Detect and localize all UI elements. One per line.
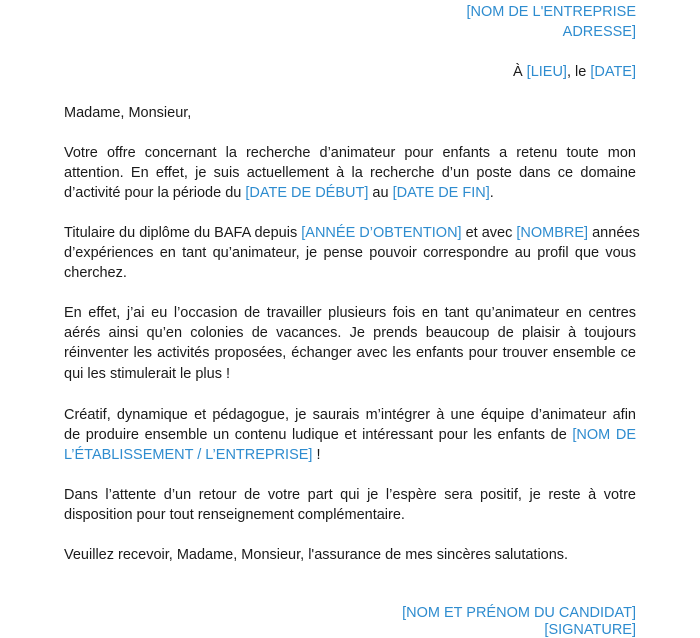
place-placeholder: [LIEU] [526,64,567,80]
date-placeholder: [DATE] [590,64,636,80]
company-address: ADRESSE] [562,24,636,40]
closing-formula: Veuillez recevoir, Madame, Monsieur, l'assurance de mes sincères salutations. [64,547,569,563]
date-prefix: , le [566,64,591,80]
place-prefix: À [512,64,527,80]
paragraph-qualities: Créatif, dynamique et pédagogue, je saurais m’intégrer à une équipe d’animateur afin de produire ensemble un contenu ludique et intéressant pour les enfants de [NOM DE L’ÉTABLISSEMENT / L’ENTREPRISE] ! [64,407,636,464]
recipient-block [466,2,636,42]
year-placeholder: [ANNÉE D’OBTENTION] [301,225,462,241]
paragraph-offer: Votre offre concernant la recherche d’animateur pour enfants a retenu toute mon attention. En effet, je suis actuellement à la recherche d’un poste dans ce domaine d’activité pour la période du [DATE DE DÉBUT] au [DATE DE FIN]. [64,145,636,202]
company-name: [NOM DE L'ENTREPRISE [466,4,636,20]
number-placeholder: [NOMBRE] [516,225,589,241]
end-date-placeholder: [DATE DE FIN] [392,185,490,202]
start-date-placeholder: [DATE DE DÉBUT] [245,185,369,202]
candidate-name-placeholder: [NOM ET PRÉNOM DU CANDIDAT] [402,605,636,621]
place-date-line [513,62,636,82]
establishment-placeholder-part2: L’ÉTABLISSEMENT / L’ENTREPRISE] [64,447,313,464]
paragraph-waiting: Dans l’attente d’un retour de votre part qui je l’espère sera positif, je reste à votre disposition pour tout renseignement complémentaire. [64,487,636,524]
paragraph-diploma: Titulaire du diplôme du BAFA depuis [ANNÉE D’OBTENTION] et avec [NOMBRE] années d’expériences en tant qu’animateur, je pense pouvoir correspondre au profil que vous cherchez. [64,225,640,282]
establishment-placeholder-part1: [NOM DE [572,427,636,444]
paragraph-experience: En effet, j’ai eu l’occasion de travailler plusieurs fois en tant qu’animateur en centres aérés ainsi qu’en colonies de vacances. Je prends beaucoup de plaisir à toujours réinventer les activités proposées, échanger avec les enfants pour trouver ensemble ce qui les stimulerait le plus ! [64,305,636,382]
signature-placeholder: [SIGNATURE] [544,622,636,638]
salutation: Madame, Monsieur, [64,105,192,121]
